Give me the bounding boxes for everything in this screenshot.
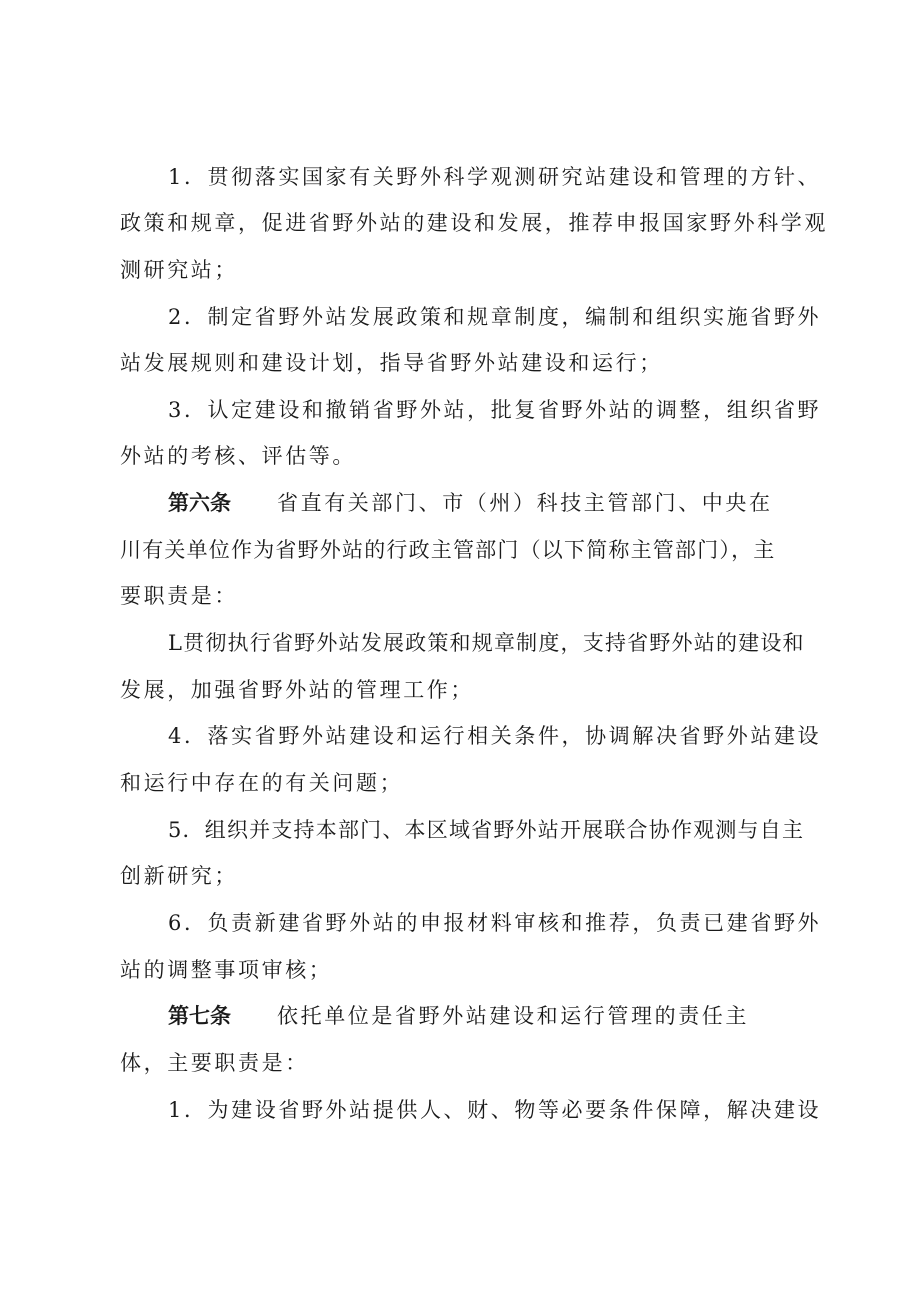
paragraph-line: 1．为建设省野外站提供人、财、物等必要条件保障，解决建设: [168, 1098, 822, 1122]
article-text: 省直有关部门、市（州）科技主管部门、中央在: [277, 491, 773, 515]
paragraph-line: 川有关单位作为省野外站的行政主管部门（以下简称主管部门），主: [120, 538, 776, 562]
article-text: 依托单位是省野外站建设和运行管理的责任主: [277, 1004, 749, 1028]
paragraph-line: 政策和规章，促进省野外站的建设和发展，推荐申报国家野外科学观: [120, 211, 828, 235]
paragraph-line: 4．落实省野外站建设和运行相关条件，协调解决省野外站建设: [168, 724, 822, 748]
paragraph-line: 和运行中存在的有关问题；: [120, 771, 404, 795]
paragraph-line: 要职责是：: [120, 584, 238, 608]
paragraph-line: 3．认定建设和撤销省野外站，批复省野外站的调整，组织省野: [168, 398, 822, 422]
article-seven-heading: [168, 1001, 749, 1031]
paragraph-line: 测研究站；: [120, 258, 238, 282]
article-number: 第六条: [168, 491, 231, 515]
paragraph-line: L贯彻执行省野外站发展政策和规章制度，支持省野外站的建设和: [168, 631, 805, 655]
paragraph-line: 外站的考核、评估等。: [120, 444, 356, 468]
paragraph-line: 站发展规则和建设计划，指导省野外站建设和运行；: [120, 351, 663, 375]
paragraph-line: 2．制定省野外站发展政策和规章制度，编制和组织实施省野外: [168, 305, 822, 329]
paragraph-line: 创新研究；: [120, 864, 238, 888]
article-number: 第七条: [168, 1004, 231, 1028]
paragraph-line: 发展，加强省野外站的管理工作；: [120, 678, 474, 702]
paragraph-line: 体，主要职责是：: [120, 1051, 309, 1075]
paragraph-line: 站的调整事项审核；: [120, 958, 333, 982]
paragraph-line: 6．负责新建省野外站的申报材料审核和推荐，负责已建省野外: [168, 911, 822, 935]
article-six-heading: [168, 488, 773, 518]
paragraph-line: 1．贯彻落实国家有关野外科学观测研究站建设和管理的方针、: [168, 165, 822, 189]
paragraph-line: 5．组织并支持本部门、本区域省野外站开展联合协作观测与自主: [168, 818, 805, 842]
